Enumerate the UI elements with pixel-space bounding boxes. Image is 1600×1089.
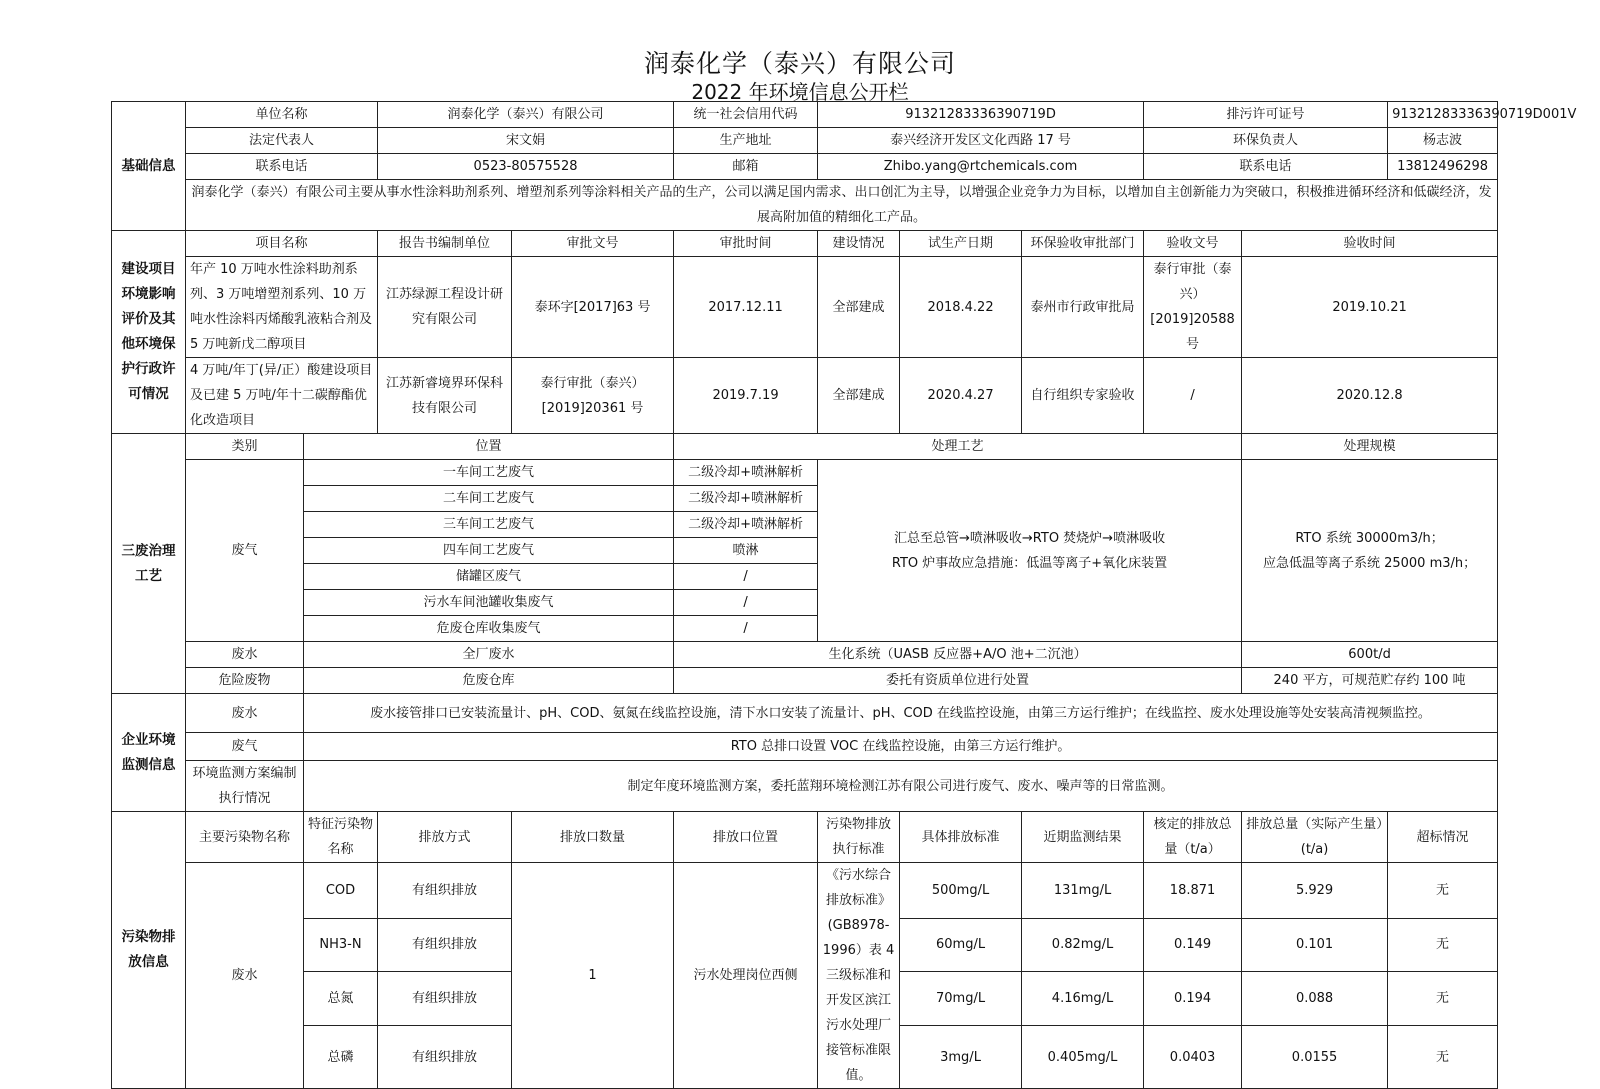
board-subtitle: 2022 年环境信息公开栏 bbox=[691, 80, 909, 104]
gas-loc-1: 一车间工艺废气 bbox=[304, 460, 674, 486]
phone2: 13812496298 bbox=[1388, 154, 1498, 180]
em-actual-2: 0.101 bbox=[1242, 918, 1388, 972]
credit-code-label: 统一社会信用代码 bbox=[674, 102, 818, 128]
section-treatment: 三废治理工艺 bbox=[112, 434, 186, 694]
water-treatment-row bbox=[112, 642, 1498, 668]
trial-date-1: 2018.4.22 bbox=[900, 257, 1022, 358]
treatment-header bbox=[112, 434, 1498, 460]
th-acceptance-no: 验收文号 bbox=[1144, 231, 1242, 257]
approval-no-1: 泰环字[2017]63 号 bbox=[512, 257, 674, 358]
gas-loc-7: 危废仓库收集废气 bbox=[304, 616, 674, 642]
email: Zhibo.yang@rtchemicals.com bbox=[818, 154, 1144, 180]
em-limit-1: 500mg/L bbox=[900, 863, 1022, 919]
projects-header bbox=[112, 231, 1498, 257]
gas-loc-5: 储罐区废气 bbox=[304, 564, 674, 590]
em-pollutant-4: 总磷 bbox=[304, 1026, 378, 1089]
gas-pre-5: / bbox=[674, 564, 818, 590]
project-row-2 bbox=[112, 358, 1498, 434]
unit-name-label: 单位名称 bbox=[186, 102, 378, 128]
rep-label: 法定代表人 bbox=[186, 128, 378, 154]
gas-loc-4: 四车间工艺废气 bbox=[304, 538, 674, 564]
credit-code: 91321283336390719D bbox=[818, 102, 1144, 128]
em-actual-3: 0.088 bbox=[1242, 972, 1388, 1026]
gas-loc-3: 三车间工艺废气 bbox=[304, 512, 674, 538]
em-pollutant-1: COD bbox=[304, 863, 378, 919]
hw-scale: 240 平方，可规范贮存约 100 吨 bbox=[1242, 668, 1498, 694]
em-result-4: 0.405mg/L bbox=[1022, 1026, 1144, 1089]
em-limit-4: 3mg/L bbox=[900, 1026, 1022, 1089]
em-outlet-pos: 污水处理岗位西侧 bbox=[674, 863, 818, 1089]
monitor-water-row bbox=[112, 694, 1498, 733]
water-scale: 600t/d bbox=[1242, 642, 1498, 668]
em-exceed-4: 无 bbox=[1388, 1026, 1498, 1089]
water-process: 生化系统（UASB 反应器+A/O 池+二沉池） bbox=[674, 642, 1242, 668]
th-standard: 污染物排放执行标准 bbox=[818, 812, 900, 863]
em-mode-2: 有组织排放 bbox=[378, 918, 512, 972]
build-status-2: 全部建成 bbox=[818, 358, 900, 434]
em-limit-2: 60mg/L bbox=[900, 918, 1022, 972]
basic-row-2 bbox=[112, 128, 1498, 154]
section-basic: 基础信息 bbox=[112, 102, 186, 231]
build-status-1: 全部建成 bbox=[818, 257, 900, 358]
section-monitoring: 企业环境监测信息 bbox=[112, 694, 186, 812]
emission-main: 废水 bbox=[186, 863, 304, 1089]
gas-process-line-1: 汇总至总管→喷淋吸收→RTO 焚烧炉→喷淋吸收 bbox=[894, 530, 1166, 546]
th-acceptance-date: 验收时间 bbox=[1242, 231, 1498, 257]
env-head-label: 环保负责人 bbox=[1144, 128, 1388, 154]
company-title: 润泰化学（泰兴）有限公司 bbox=[643, 49, 956, 78]
gas-scale-line-2: 应急低温等离子系统 25000 m3/h； bbox=[1262, 555, 1477, 571]
em-approved-1: 18.871 bbox=[1144, 863, 1242, 919]
hw-treatment-row bbox=[112, 668, 1498, 694]
em-outlet-count: 1 bbox=[512, 863, 674, 1089]
section-projects: 建设项目环境影响评价及其他环境保护行政许可情况 bbox=[112, 231, 186, 434]
hw-loc: 危废仓库 bbox=[304, 668, 674, 694]
phone2-label: 联系电话 bbox=[1144, 154, 1388, 180]
th-outlet-pos: 排放口位置 bbox=[674, 812, 818, 863]
th-result: 近期监测结果 bbox=[1022, 812, 1144, 863]
em-pollutant-3: 总氮 bbox=[304, 972, 378, 1026]
th-trial-date: 试生产日期 bbox=[900, 231, 1022, 257]
hw-process: 委托有资质单位进行处置 bbox=[674, 668, 1242, 694]
permit-label: 排污许可证号 bbox=[1144, 102, 1388, 128]
th-discharge-mode: 排放方式 bbox=[378, 812, 512, 863]
gas-process-line-2: RTO 炉事故应急措施：低温等离子+氧化床装置 bbox=[891, 555, 1168, 571]
acceptance-dept-2: 自行组织专家验收 bbox=[1022, 358, 1144, 434]
th-build-status: 建设情况 bbox=[818, 231, 900, 257]
phone-label: 联系电话 bbox=[186, 154, 378, 180]
em-actual-4: 0.0155 bbox=[1242, 1026, 1388, 1089]
water-category: 废水 bbox=[186, 642, 304, 668]
basic-row-3 bbox=[112, 154, 1498, 180]
th-report-unit: 报告书编制单位 bbox=[378, 231, 512, 257]
project-row-1 bbox=[112, 257, 1498, 358]
em-limit-3: 70mg/L bbox=[900, 972, 1022, 1026]
monitor-plan-text: 制定年度环境监测方案，委托蓝翔环境检测江苏有限公司进行废气、废水、噪声等的日常监测。 bbox=[304, 761, 1498, 812]
project-name-1: 年产 10 万吨水性涂料助剂系列、3 万吨增塑剂系列、10 万吨水性涂料丙烯酸乳液粘合剂及 5 万吨新戊二醇项目 bbox=[186, 257, 378, 358]
th-outlet-count: 排放口数量 bbox=[512, 812, 674, 863]
em-actual-1: 5.929 bbox=[1242, 863, 1388, 919]
gas-pre-4: 喷淋 bbox=[674, 538, 818, 564]
monitor-gas-label: 废气 bbox=[186, 733, 304, 761]
em-mode-1: 有组织排放 bbox=[378, 863, 512, 919]
monitor-water-text: 废水接管排口已安装流量计、pH、COD、氨氮在线监控设施，清下水口安装了流量计、pH、COD 在线监控设施，由第三方运行维护；在线监控、废水处理设施等处安装高清视频监控。 bbox=[304, 694, 1498, 733]
monitor-plan-label: 环境监测方案编制执行情况 bbox=[186, 761, 304, 812]
addr: 泰兴经济开发区文化西路 17 号 bbox=[818, 128, 1144, 154]
emission-header bbox=[112, 812, 1498, 863]
gas-pre-1: 二级冷却+喷淋解析 bbox=[674, 460, 818, 486]
disclosure-table bbox=[111, 101, 1577, 1089]
th-approval-no: 审批文号 bbox=[512, 231, 674, 257]
monitor-water-label: 废水 bbox=[186, 694, 304, 733]
gas-loc-6: 污水车间池罐收集废气 bbox=[304, 590, 674, 616]
trial-date-2: 2020.4.27 bbox=[900, 358, 1022, 434]
em-approved-2: 0.149 bbox=[1144, 918, 1242, 972]
gas-pre-6: / bbox=[674, 590, 818, 616]
em-result-1: 131mg/L bbox=[1022, 863, 1144, 919]
water-loc: 全厂废水 bbox=[304, 642, 674, 668]
gas-scale-line-1: RTO 系统 30000m3/h； bbox=[1295, 530, 1444, 546]
em-exceed-2: 无 bbox=[1388, 918, 1498, 972]
permit-number: 91321283336390719D001V bbox=[1388, 102, 1498, 128]
report-unit-1: 江苏绿源工程设计研究有限公司 bbox=[378, 257, 512, 358]
phone: 0523-80575528 bbox=[378, 154, 674, 180]
th-category: 类别 bbox=[186, 434, 304, 460]
acceptance-date-2: 2020.12.8 bbox=[1242, 358, 1498, 434]
gas-process bbox=[818, 460, 1242, 642]
th-limit: 具体排放标准 bbox=[900, 812, 1022, 863]
report-unit-2: 江苏新睿境界环保科技有限公司 bbox=[378, 358, 512, 434]
gas-pre-3: 二级冷却+喷淋解析 bbox=[674, 512, 818, 538]
unit-name: 润泰化学（泰兴）有限公司 bbox=[378, 102, 674, 128]
th-acceptance-dept: 环保验收审批部门 bbox=[1022, 231, 1144, 257]
th-approved-total: 核定的排放总量（t/a） bbox=[1144, 812, 1242, 863]
gas-pre-2: 二级冷却+喷淋解析 bbox=[674, 486, 818, 512]
em-result-2: 0.82mg/L bbox=[1022, 918, 1144, 972]
email-label: 邮箱 bbox=[674, 154, 818, 180]
th-location: 位置 bbox=[304, 434, 674, 460]
addr-label: 生产地址 bbox=[674, 128, 818, 154]
th-scale: 处理规模 bbox=[1242, 434, 1498, 460]
th-feature-pollutant: 特征污染物名称 bbox=[304, 812, 378, 863]
project-name-2: 4 万吨/年丁(异/正）酸建设项目及已建 5 万吨/年十二碳醇酯优化改造项目 bbox=[186, 358, 378, 434]
em-exceed-3: 无 bbox=[1388, 972, 1498, 1026]
section-emission: 污染物排放信息 bbox=[112, 812, 186, 1089]
em-approved-4: 0.0403 bbox=[1144, 1026, 1242, 1089]
gas-loc-2: 二车间工艺废气 bbox=[304, 486, 674, 512]
monitor-gas-text: RTO 总排口设置 VOC 在线监控设施，由第三方运行维护。 bbox=[304, 733, 1498, 761]
em-approved-3: 0.194 bbox=[1144, 972, 1242, 1026]
hw-category: 危险废物 bbox=[186, 668, 304, 694]
acceptance-date-1: 2019.10.21 bbox=[1242, 257, 1498, 358]
th-process: 处理工艺 bbox=[674, 434, 1242, 460]
approval-date-2: 2019.7.19 bbox=[674, 358, 818, 434]
em-standard: 《污水综合排放标准》(GB8978-1996）表 4 三级标准和开发区滨江污水处理厂接管标准限值。 bbox=[818, 863, 900, 1089]
th-exceed: 超标情况 bbox=[1388, 812, 1498, 863]
approval-date-1: 2017.12.11 bbox=[674, 257, 818, 358]
th-actual-total: 排放总量（实际产生量）(t/a) bbox=[1242, 812, 1388, 863]
em-result-3: 4.16mg/L bbox=[1022, 972, 1144, 1026]
acceptance-no-1: 泰行审批（泰兴）[2019]20588 号 bbox=[1144, 257, 1242, 358]
gas-category: 废气 bbox=[186, 460, 304, 642]
rep: 宋文娟 bbox=[378, 128, 674, 154]
em-mode-3: 有组织排放 bbox=[378, 972, 512, 1026]
basic-row-1 bbox=[112, 102, 1498, 128]
basic-intro-row bbox=[112, 180, 1498, 231]
th-project-name: 项目名称 bbox=[186, 231, 378, 257]
env-head: 杨志波 bbox=[1388, 128, 1498, 154]
company-intro: 润泰化学（泰兴）有限公司主要从事水性涂料助剂系列、增塑剂系列等涂料相关产品的生产，公司以满足国内需求、出口创汇为主导，以增强企业竞争力为目标，以增加自主创新能力为突破口，积极推进循环经济和低碳经济，发展高附加值的精细化工产品。 bbox=[186, 180, 1498, 231]
gas-scale bbox=[1242, 460, 1498, 642]
em-pollutant-2: NH3-N bbox=[304, 918, 378, 972]
acceptance-no-2: / bbox=[1144, 358, 1242, 434]
th-approval-date: 审批时间 bbox=[674, 231, 818, 257]
em-mode-4: 有组织排放 bbox=[378, 1026, 512, 1089]
emission-row-1 bbox=[112, 863, 1498, 919]
monitor-plan-row bbox=[112, 761, 1498, 812]
monitor-gas-row bbox=[112, 733, 1498, 761]
th-main-pollutant: 主要污染物名称 bbox=[186, 812, 304, 863]
gas-row-1 bbox=[112, 460, 1498, 486]
approval-no-2: 泰行审批（泰兴）[2019]20361 号 bbox=[512, 358, 674, 434]
acceptance-dept-1: 泰州市行政审批局 bbox=[1022, 257, 1144, 358]
em-exceed-1: 无 bbox=[1388, 863, 1498, 919]
gas-pre-7: / bbox=[674, 616, 818, 642]
